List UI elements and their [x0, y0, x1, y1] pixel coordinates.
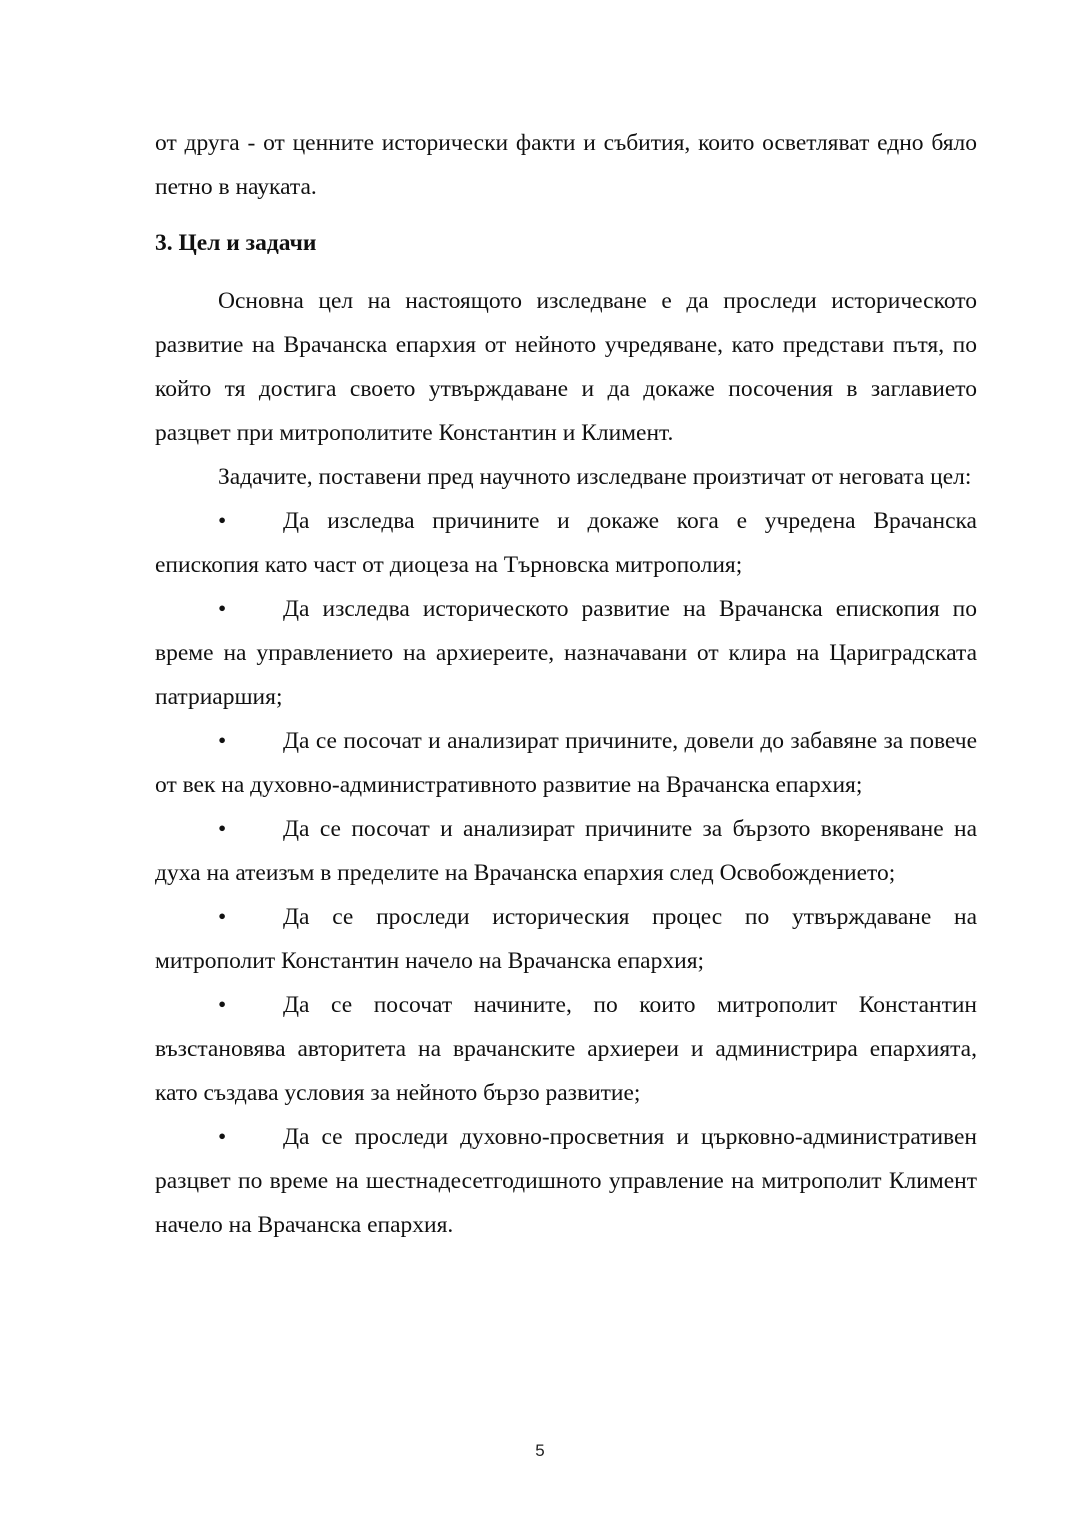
- bullet-icon: •: [218, 728, 227, 754]
- task-list-item: [155, 587, 977, 719]
- continuation-paragraph: от друга - от ценните исторически факти и събития, които осветляват едно бяло петно в науката.: [155, 130, 977, 200]
- task-list-item: [155, 895, 977, 983]
- bullet-icon: •: [218, 992, 227, 1018]
- page-body: [155, 121, 977, 1247]
- bullet-icon: •: [218, 508, 227, 534]
- task-list-item: [155, 807, 977, 895]
- task-text: Да се посочат и анализират причините, довели до забавяне за повече от век на духовно-административното развитие на Врачанска епархия;: [155, 728, 977, 798]
- section-heading: 3. Цел и задачи: [155, 230, 317, 256]
- bullet-icon: •: [218, 596, 227, 622]
- task-text: Да се посочат начините, по които митрополит Константин възстановява авторитета на врачанските архиереи и администрира епархията, като създава условия за нейното бързо развитие;: [155, 992, 977, 1106]
- task-list-item: [155, 983, 977, 1115]
- task-text: Да се проследи историческия процес по утвърждаване на митрополит Константин начело на Врачанска епархия;: [155, 904, 977, 974]
- bullet-icon: •: [218, 904, 227, 930]
- task-text: Да изследва историческото развитие на Врачанска епископия по време на управлението на архиереите, назначавани от клира на Цариградската патриаршия;: [155, 596, 977, 710]
- page-number: 5: [535, 1441, 545, 1460]
- tasks-intro-paragraph: Задачите, поставени пред научното изследване произтичат от неговата цел:: [218, 464, 972, 490]
- goal-paragraph: Основна цел на настоящото изследване е да проследи историческото развитие на Врачанска епархия от нейното учредяване, като представи пътя, по който тя достига своето утвърждаване и да докаже посочения в заглавието разцвет при митрополитите Константин и Климент.: [155, 288, 977, 446]
- bullet-icon: •: [218, 816, 227, 842]
- bullet-icon: •: [218, 1124, 227, 1150]
- task-list-item: [155, 499, 977, 587]
- task-list-item: [155, 719, 977, 807]
- task-list-item: [155, 1115, 977, 1247]
- task-text: Да се посочат и анализират причините за бързото вкореняване на духа на атеизъм в пределите на Врачанска епархия след Освобождението;: [155, 816, 977, 886]
- task-text: Да се проследи духовно-просветния и църковно-административен разцвет по време на шестнадесетгодишното управление на митрополит Климент начело на Врачанска епархия.: [155, 1124, 977, 1238]
- task-text: Да изследва причините и докаже кога е учредена Врачанска епископия като част от диоцеза на Търновска митрополия;: [155, 508, 977, 578]
